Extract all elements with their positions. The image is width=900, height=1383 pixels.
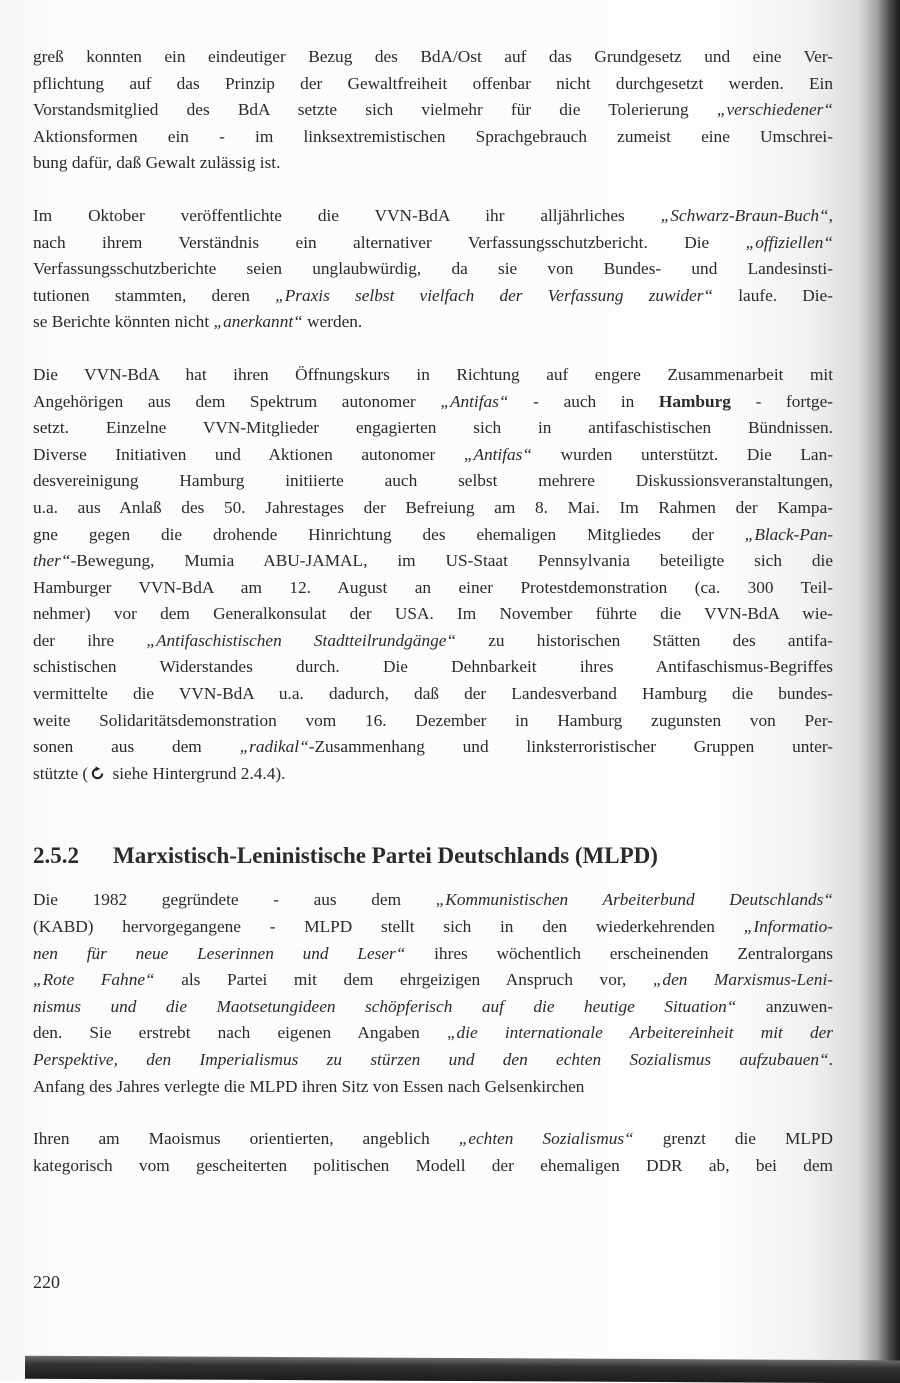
quoted-term: „Black-Pan-	[744, 524, 833, 544]
text-line: ther“-Bewegung, Mumia ABU-JAMAL, im US-Staat Pennsylvania beteiligte sich die	[33, 551, 833, 571]
text-line: Diverse Initiativen und Aktionen autonomer „Antifas“ wurden unterstützt. Die Lan-	[33, 444, 833, 464]
text-line: Anfang des Jahres verlegte die MLPD ihren Sitz von Essen nach Gelsenkirchen	[33, 1076, 585, 1096]
text-line: Perspektive, den Imperialismus zu stürzen und den echten Sozialismus aufzubauen“.	[33, 1050, 833, 1069]
quoted-term: nen für neue Leserinnen und Leser“	[33, 943, 406, 963]
quoted-term: „offiziellen“	[745, 232, 833, 252]
text-line: Die VVN-BdA hat ihren Öffnungskurs in Richtung auf engere Zusammenarbeit mit	[33, 364, 833, 384]
page-number: 220	[33, 1272, 60, 1292]
quoted-term: ther“	[33, 551, 71, 571]
text-line: Verfassungsschutzberichte seien unglaubwürdig, da sie von Bundes- und Landesinsti-	[33, 259, 833, 279]
quoted-term: „anerkannt“	[213, 312, 303, 332]
quoted-term: „Schwarz-Braun-Buch“	[660, 205, 829, 225]
text-line: der ihre „Antifaschistischen Stadtteilrundgänge“ zu historischen Stätten des antifa-	[33, 630, 833, 650]
text-line: Angehörigen aus dem Spektrum autonomer „Antifas“ - auch in Hamburg - fortge-	[33, 391, 833, 411]
paragraph-schwarz-braun-buch	[33, 203, 833, 336]
text-line: Die 1982 gegründete - aus dem „Kommunistischen Arbeiterbund Deutschlands“	[33, 890, 833, 910]
text-line: tutionen stammten, deren „Praxis selbst vielfach der Verfassung zuwider“ laufe. Die-	[33, 285, 833, 305]
emphasis-term: Hamburg	[658, 391, 731, 411]
paragraph-mlpd-maoism	[33, 1126, 833, 1179]
text-line: (KABD) hervorgegangene - MLPD stellt sich in den wiederkehrenden „Informatio-	[33, 917, 833, 937]
page-bottom-edge	[25, 1356, 900, 1383]
text-line: Ihren am Maoismus orientierten, angeblich „echten Sozialismus“ grenzt die MLPD	[33, 1129, 833, 1149]
text-line: nismus und die Maotsetungideen schöpferisch auf die heutige Situation“ anzuwen-	[33, 996, 833, 1016]
text-line: setzt. Einzelne VVN-Mitglieder engagierten sich in antifaschistischen Bündnissen.	[33, 418, 833, 438]
text-line: Vorstandsmitglied des BdA setzte sich vielmehr für die Tolerierung „verschiedener“	[33, 100, 833, 120]
quoted-term: „Kommunistischen Arbeiterbund Deutschlands“	[435, 890, 833, 910]
text-line: sonen aus dem „radikal“-Zusammenhang und linksterroristischer Gruppen unter-	[33, 737, 833, 757]
reference-prefix: stützte (	[33, 763, 89, 783]
book-spine-shadow	[858, 0, 900, 1381]
quoted-term: „Antifas“	[463, 444, 533, 464]
quoted-term: Perspektive, den Imperialismus zu stürzen und den echten Sozialismus aufzubauen“	[33, 1050, 829, 1069]
quoted-term: „radikal“	[239, 737, 309, 757]
text-line: pflichtung auf das Prinzip der Gewaltfreiheit offenbar nicht durchgesetzt werden. Ein	[33, 73, 833, 93]
text-line: nach ihrem Verständnis ein alternativer Verfassungsschutzbericht. Die „offiziellen“	[33, 232, 833, 252]
quoted-term: „die internationale Arbeitereinheit mit der	[446, 1023, 834, 1043]
paragraph-bda	[33, 44, 833, 177]
quoted-term: „verschiedener“	[716, 100, 833, 120]
quoted-term: „Antifas“	[440, 391, 509, 411]
text-line: nen für neue Leserinnen und Leser“ ihres wöchentlich erscheinenden Zentralorgans	[33, 943, 833, 963]
section-title: Marxistisch-Leninistische Partei Deutschlands (MLPD)	[113, 843, 658, 869]
quoted-term: „echten Sozialismus“	[458, 1129, 634, 1149]
text-line: Hamburger VVN-BdA am 12. August an einer Protestdemonstration (ca. 300 Teil-	[33, 577, 833, 597]
quoted-term: „Praxis selbst vielfach der Verfassung zuwider“	[275, 285, 714, 305]
text-line: schistischen Widerstandes durch. Die Dehnbarkeit ihres Antifaschismus-Begriffes	[33, 657, 833, 677]
circle-arrow-icon	[90, 766, 105, 781]
text-line: „Rote Fahne“ als Partei mit dem ehrgeizigen Anspruch vor, „den Marxismus-Leni-	[33, 970, 833, 990]
text-line: bung dafür, daß Gewalt zulässig ist.	[33, 153, 281, 173]
reference-suffix: siehe Hintergrund 2.4.4).	[108, 763, 286, 783]
paragraph-vvn-hamburg-last-line	[33, 761, 833, 788]
page-body	[33, 44, 833, 1179]
text-line: Im Oktober veröffentlichte die VVN-BdA ihr alljährliches „Schwarz-Braun-Buch“,	[33, 205, 833, 225]
text-line: se Berichte könnten nicht „anerkannt“ werden.	[33, 312, 363, 332]
text-line: Aktionsformen ein - im linksextremistischen Sprachgebrauch zumeist eine Umschrei-	[33, 126, 833, 146]
quoted-term: nismus und die Maotsetungideen schöpferisch auf die heutige Situation“	[33, 996, 737, 1016]
text-line: desvereinigung Hamburg initiierte auch selbst mehrere Diskussionsveranstaltungen,	[33, 471, 833, 491]
text-line: kategorisch vom gescheiterten politischen Modell der ehemaligen DDR ab, bei dem	[33, 1155, 833, 1175]
text-line: nehmer) vor dem Generalkonsulat der USA. Im November führte die VVN-BdA wie-	[33, 604, 833, 624]
quoted-term: „Antifaschistischen Stadtteilrundgänge“	[146, 630, 457, 650]
quoted-term: „Rote Fahne“	[33, 970, 155, 990]
quoted-term: „Informatio-	[743, 917, 833, 937]
text-line: den. Sie erstrebt nach eigenen Angaben „die internationale Arbeitereinheit mit der	[33, 1023, 834, 1043]
paragraph-vvn-hamburg	[33, 362, 833, 761]
text-line: weite Solidaritätsdemonstration vom 16. Dezember in Hamburg zugunsten von Per-	[33, 710, 833, 730]
quoted-term: „den Marxismus-Leni-	[652, 970, 833, 990]
text-line: vermittelte die VVN-BdA u.a. dadurch, daß der Landesverband Hamburg die bundes-	[33, 684, 833, 704]
text-line: gne gegen die drohende Hinrichtung des ehemaligen Mitgliedes der „Black-Pan-	[33, 524, 833, 544]
text-line: u.a. aus Anlaß des 50. Jahrestages der Befreiung am 8. Mai. Im Rahmen der Kampa-	[33, 497, 833, 517]
text-line: greß konnten ein eindeutiger Bezug des BdA/Ost auf das Grundgesetz und eine Ver-	[33, 47, 833, 66]
paragraph-mlpd-intro	[33, 887, 833, 1100]
section-number: 2.5.2	[33, 843, 79, 869]
section-heading	[33, 841, 833, 871]
